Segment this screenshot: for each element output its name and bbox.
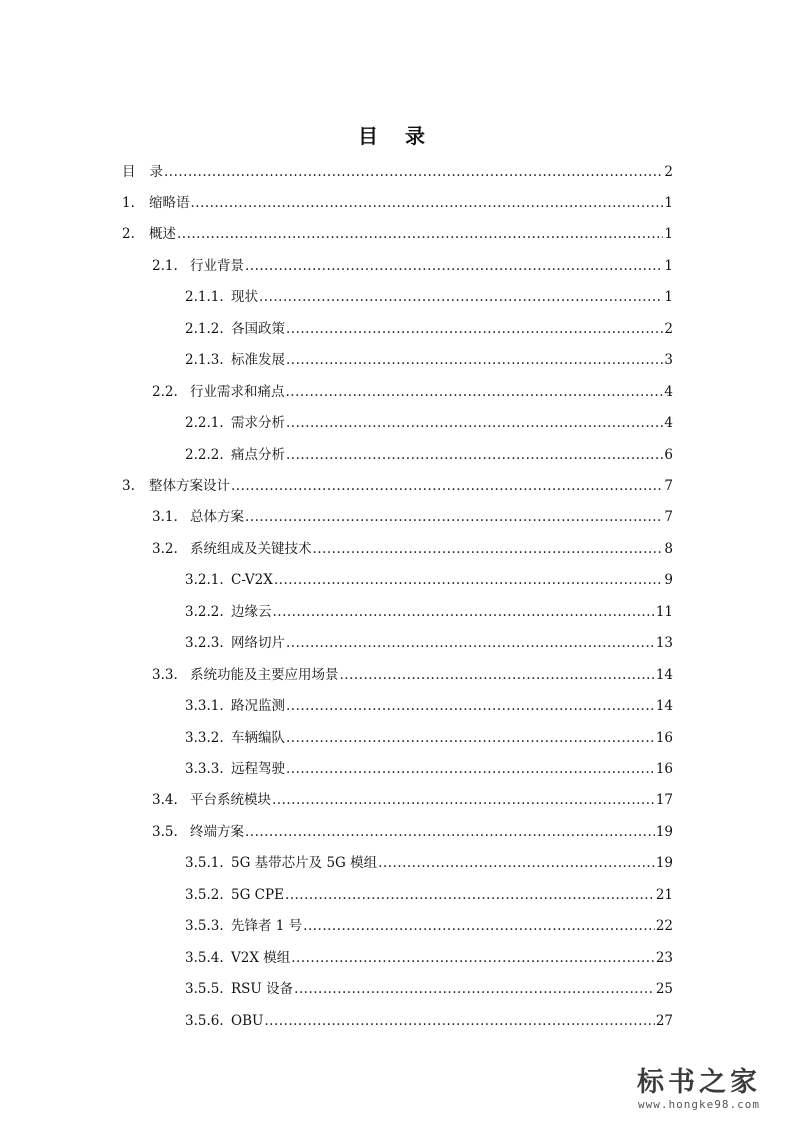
toc-entry-title: 概述: [149, 226, 176, 242]
toc-entry-number: 3.3.2.: [185, 730, 224, 746]
toc-leader-dots: [378, 853, 655, 873]
toc-entry-number: 3.2.1.: [185, 572, 224, 588]
toc-entry-number: 2.2.1.: [185, 415, 224, 431]
toc-leader-dots: [231, 476, 663, 496]
toc-leader-dots: [303, 916, 655, 936]
toc-entry[interactable]: [185, 319, 673, 339]
toc-entry-number: 2.1.3.: [185, 352, 224, 368]
toc-entry-number: 3.5.6.: [185, 1013, 224, 1029]
toc-entry-number: 3.5.3.: [185, 918, 224, 934]
toc-entry[interactable]: [185, 1011, 673, 1031]
toc-leader-dots: [273, 602, 655, 622]
toc-entry-title: 录: [149, 164, 163, 180]
toc-entry-page: 7: [664, 478, 673, 494]
toc-entry-page: 9: [664, 572, 673, 588]
toc-leader-dots: [286, 319, 663, 339]
toc-entry-title: 各国政策: [231, 321, 285, 337]
toc-entry-title: 远程驾驶: [231, 761, 285, 777]
toc-leader-dots: [164, 162, 663, 182]
watermark-url: www.hongke98.com: [638, 1098, 760, 1111]
toc-entry-number: 2.1.: [152, 258, 178, 274]
toc-entry-title: 行业背景: [190, 258, 244, 274]
toc-entry[interactable]: [152, 382, 673, 402]
toc-entry-number: 2.2.: [152, 384, 178, 400]
toc-entry[interactable]: [185, 979, 673, 999]
toc-leader-dots: [264, 1011, 654, 1031]
toc-entry-number: 3.4.: [152, 792, 178, 808]
toc-entry-page: 14: [655, 667, 673, 683]
toc-entry-page: 17: [655, 792, 673, 808]
toc-entry-number: 3.2.3.: [185, 635, 224, 651]
toc-entry-page: 14: [655, 698, 673, 714]
toc-entry-number: 1.: [122, 195, 135, 211]
toc-leader-dots: [286, 413, 663, 433]
toc-entry-number: 3.5.4.: [185, 950, 224, 966]
toc-entry-page: 1: [664, 195, 673, 211]
watermark: [619, 1068, 779, 1112]
toc-leader-dots: [286, 382, 664, 402]
toc-entry-page: 8: [664, 541, 673, 557]
toc-entry[interactable]: [152, 665, 673, 685]
toc-entry-title: 痛点分析: [231, 447, 285, 463]
toc-entry[interactable]: [122, 162, 673, 182]
toc-entry-page: 16: [655, 730, 673, 746]
toc-entry-number: 3.3.3.: [185, 761, 224, 777]
toc-entry-page: 19: [655, 824, 673, 840]
toc-entry-number: 2.2.2.: [185, 447, 224, 463]
toc-entry-title: 5G 基带芯片及 5G 模组: [231, 855, 378, 871]
toc-entry-page: 4: [664, 415, 673, 431]
toc-leader-dots: [313, 539, 664, 559]
toc-entry-page: 2: [664, 321, 673, 337]
toc-entry[interactable]: [185, 287, 673, 307]
toc-entry-number: 3.1.: [152, 509, 178, 525]
toc-entry[interactable]: [185, 853, 673, 873]
toc-entry-title: 路况监测: [231, 698, 285, 714]
toc-leader-dots: [177, 224, 663, 244]
toc-entry[interactable]: [185, 413, 673, 433]
toc-leader-dots: [286, 350, 663, 370]
toc-entry-page: 19: [655, 855, 673, 871]
toc-entry-title: 平台系统模块: [190, 792, 271, 808]
toc-leader-dots: [294, 979, 655, 999]
toc-entry-page: 11: [655, 604, 673, 620]
toc-entry-number: 2.: [122, 226, 135, 242]
toc-entry[interactable]: [185, 696, 673, 716]
toc-entry-number: 3.5.: [152, 824, 178, 840]
toc-entry-title: C-V2X: [231, 572, 273, 588]
toc-leader-dots: [245, 507, 663, 527]
toc-entry[interactable]: [122, 224, 673, 244]
toc-entry-page: 7: [664, 509, 673, 525]
toc-entry-page: 6: [664, 447, 673, 463]
watermark-logo: 标书之家: [637, 1067, 761, 1098]
toc-entry-title: 系统功能及主要应用场景: [190, 667, 339, 683]
toc-entry-title: RSU 设备: [231, 981, 294, 997]
toc-entry[interactable]: [185, 728, 673, 748]
toc-entry-page: 1: [664, 289, 673, 305]
toc-entry-title: 终端方案: [190, 824, 244, 840]
toc-entry[interactable]: [185, 885, 673, 905]
toc-entry-title: 系统组成及关键技术: [190, 541, 312, 557]
toc-entry-title: 现状: [231, 289, 258, 305]
toc-entry-title: 车辆编队: [231, 730, 285, 746]
toc-entry-page: 1: [664, 258, 673, 274]
toc-entry-page: 4: [664, 384, 673, 400]
toc-entry-title: 行业需求和痛点: [190, 384, 285, 400]
toc-leader-dots: [286, 759, 655, 779]
toc-entry[interactable]: [185, 948, 673, 968]
toc-entry-title: 总体方案: [190, 509, 244, 525]
toc-entry-title: 整体方案设计: [149, 478, 230, 494]
toc-leader-dots: [291, 948, 655, 968]
toc-entry[interactable]: [185, 759, 673, 779]
toc-entry[interactable]: [152, 256, 673, 276]
toc-entry-number: 3.3.: [152, 667, 178, 683]
toc-entry-number: 目: [122, 164, 136, 180]
toc-entry[interactable]: [185, 602, 673, 622]
toc-entry-page: 2: [664, 164, 673, 180]
toc-entry-page: 1: [664, 226, 673, 242]
toc-entry[interactable]: [185, 633, 673, 653]
toc-entry[interactable]: [122, 476, 673, 496]
toc-entry[interactable]: [152, 539, 673, 559]
toc-entry-number: 2.1.2.: [185, 321, 224, 337]
toc-entry-title: 边缘云: [231, 604, 272, 620]
toc-entry-number: 2.1.1.: [185, 289, 224, 305]
toc-entry[interactable]: [185, 350, 673, 370]
toc-entry-page: 25: [655, 981, 673, 997]
toc-entry-title: 缩略语: [149, 195, 190, 211]
toc-leader-dots: [245, 822, 655, 842]
toc-entry-page: 3: [664, 352, 673, 368]
toc-entry-page: 16: [655, 761, 673, 777]
toc-leader-dots: [245, 256, 663, 276]
toc-leader-dots: [274, 570, 664, 590]
toc-entry[interactable]: [152, 790, 673, 810]
toc-entry-page: 23: [655, 950, 673, 966]
page-title: 目 录: [358, 124, 435, 148]
toc-entry[interactable]: [122, 193, 673, 213]
toc-entry-page: 21: [655, 887, 673, 903]
toc-entry-number: 3.: [122, 478, 135, 494]
toc-leader-dots: [286, 728, 655, 748]
toc-entry-page: 22: [655, 918, 673, 934]
toc-entry-number: 3.5.5.: [185, 981, 224, 997]
toc-entry-number: 3.3.1.: [185, 698, 224, 714]
toc-entry[interactable]: [152, 507, 673, 527]
toc-entry-title: 网络切片: [231, 635, 285, 651]
toc-entry-title: OBU: [231, 1013, 264, 1029]
toc-leader-dots: [285, 885, 655, 905]
toc-entry-title: 标准发展: [231, 352, 285, 368]
toc-entry[interactable]: [185, 916, 673, 936]
toc-entry[interactable]: [185, 445, 673, 465]
toc-leader-dots: [286, 445, 663, 465]
toc-leader-dots: [286, 633, 655, 653]
toc-entry-number: 3.5.2.: [185, 887, 224, 903]
toc-entry[interactable]: [152, 822, 673, 842]
toc-leader-dots: [272, 790, 655, 810]
toc-entry-title: 5G CPE: [231, 887, 284, 903]
toc-entry-number: 3.2.2.: [185, 604, 224, 620]
toc-entry-title: V2X 模组: [231, 950, 291, 966]
toc-leader-dots: [259, 287, 663, 307]
toc-leader-dots: [286, 696, 655, 716]
toc-entry-page: 27: [655, 1013, 673, 1029]
toc-entry[interactable]: [185, 570, 673, 590]
toc-leader-dots: [191, 193, 664, 213]
toc-entry-page: 13: [655, 635, 673, 651]
toc-leader-dots: [340, 665, 655, 685]
toc-entry-title: 需求分析: [231, 415, 285, 431]
toc-entry-number: 3.5.1.: [185, 855, 224, 871]
toc-entry-number: 3.2.: [152, 541, 178, 557]
toc-entry-title: 先锋者 1 号: [231, 918, 303, 934]
